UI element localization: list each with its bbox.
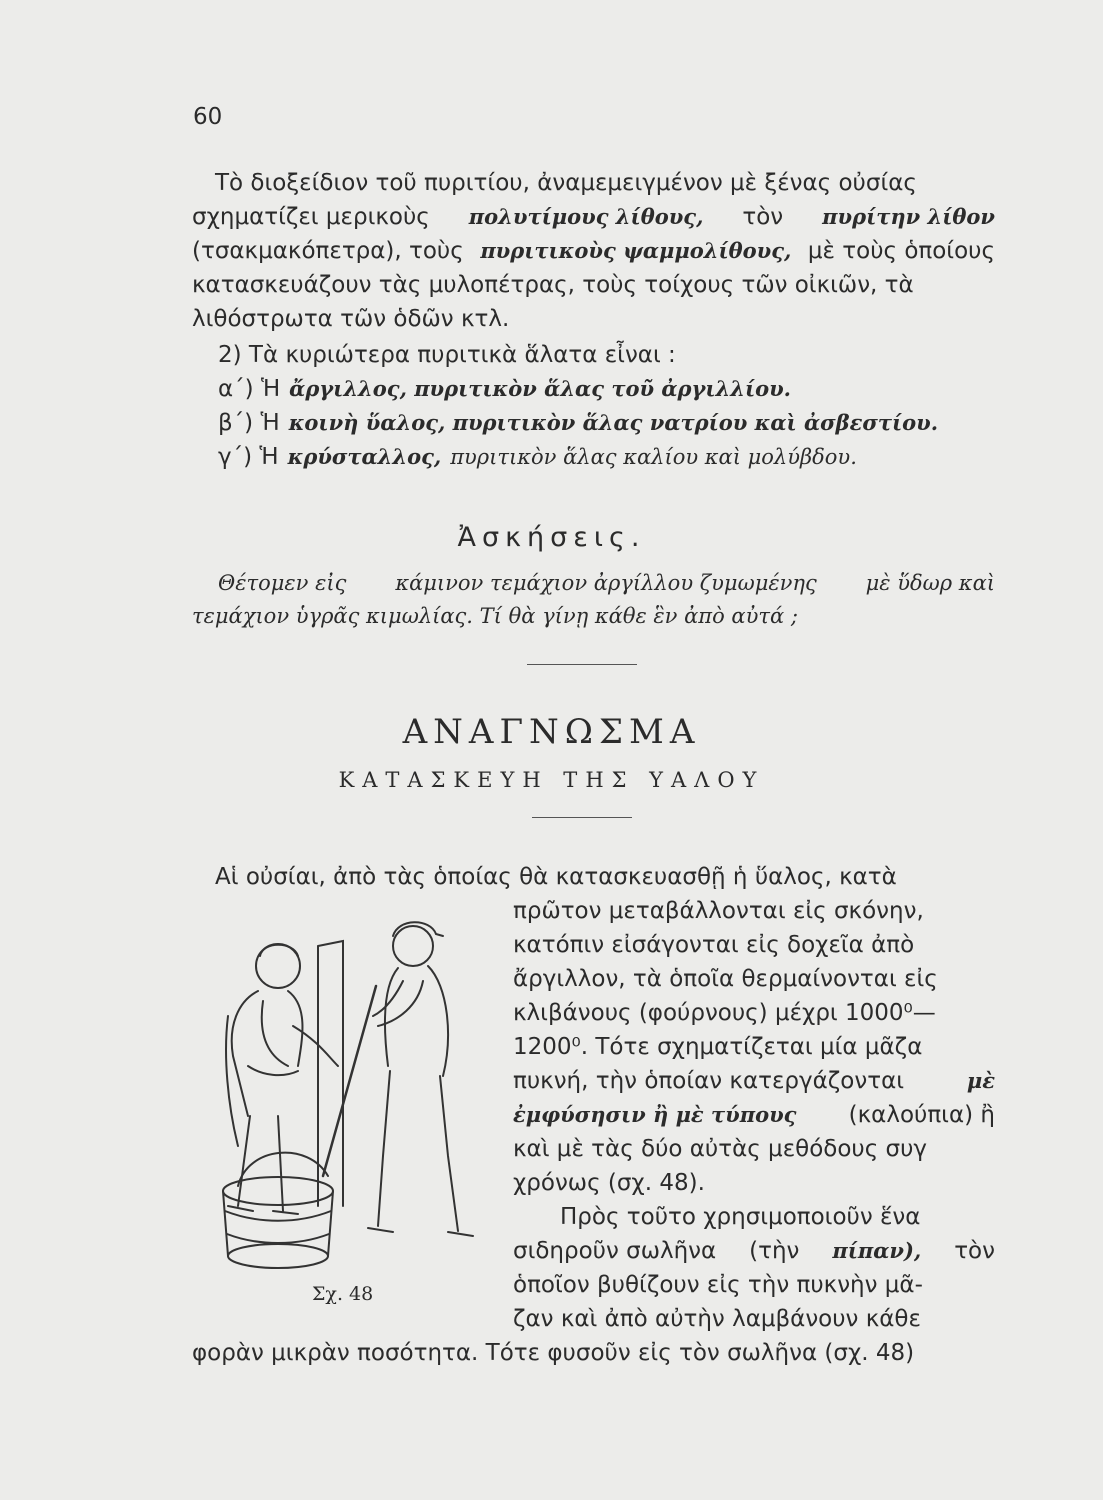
text: σχηματίζει μερικοὺς [192,204,430,230]
text-line [192,202,995,232]
emphasis-text: πυρίτην λίθον [822,204,995,229]
italic-text: πυριτικὸν ἅλας καλίου καὶ μολύβδου. [450,445,857,469]
text: ὁποῖον βυθίζουν εἰς τὴν πυκνὴν μᾶ- [513,1272,923,1298]
emphasis-text: πυριτικοὺς ψαμμολίθους, [480,238,792,263]
list-item [218,442,857,472]
emphasis-text: κρύσταλλος, [287,444,442,469]
list-intro [218,340,676,370]
section-divider [527,664,637,665]
text: λιθόστρωτα τῶν ὁδῶν κτλ. [192,306,510,332]
emphasis-text: πίπαν), [832,1238,922,1263]
text: πυκνή, τὴν ὁποίαν κατεργάζονται [513,1068,905,1094]
text: ζαν καὶ ἀπὸ αὐτὴν λαμβάνουν κάθε [513,1306,921,1332]
text: σιδηροῦν σωλῆνα [513,1238,717,1264]
text: πρῶτον μεταβάλλονται εἰς σκόνην, [513,898,924,924]
text: Τὸ διοξείδιον τοῦ πυριτίου, ἀναμεμειγμένον μὲ ξένας οὐσίας [215,170,917,196]
text: (τὴν [749,1238,800,1264]
item-label: β΄) Ἡ [218,410,280,436]
text-line [513,964,995,994]
blowpipe [323,986,376,1176]
reading-heading: ΑΝΑΓΝΩΣΜΑ [402,712,701,752]
text: Πρὸς τοῦτο χρησιμοποιοῦν ἕνα [560,1204,921,1230]
heading-underline [532,817,632,818]
left-man-legs [238,1116,283,1211]
page-number: 60 [193,104,223,130]
text: καὶ μὲ τὰς δύο αὐτὰς μεθόδους συγ [513,1136,928,1162]
text-line [215,862,995,892]
text-line [513,896,995,926]
text: φορὰν μικρὰν ποσότητα. Τότε φυσοῦν εἰς τὸν σωλῆνα (σχ. 48) [192,1340,915,1366]
text-line [513,1304,995,1334]
list-item [218,408,938,438]
left-man-belt [248,1066,298,1075]
text: χρόνως (σχ. 48). [513,1170,705,1196]
figure-caption: Σχ. 48 [312,1283,374,1305]
text: 2) Τὰ κυριώτερα πυριτικὰ ἅλατα εἶναι : [218,342,676,368]
text: 1200⁰. Τότε σχηματίζεται μία μᾶζα [513,1034,923,1060]
text-line [513,998,995,1028]
emphasis-text: ἐμφύσησιν ἢ μὲ τύπους [513,1102,797,1127]
text-line [513,1066,995,1096]
text: κατόπιν εἰσάγονται εἰς δοχεῖα ἀπὸ [513,932,915,958]
text-line [215,168,995,198]
emphasis-text: κοινὴ ὕαλος, πυριτικὸν ἅλας νατρίου καὶ ἀσβεστίου. [288,410,939,435]
text-line [192,1338,1002,1368]
right-man-cap [393,922,443,936]
item-label: γ΄) Ἡ [218,444,279,470]
text: τὸν [742,204,784,230]
right-man-head [393,926,433,966]
text-line [513,1168,705,1198]
text-line [560,1202,995,1232]
text: τὸν [954,1238,995,1264]
text: Αἱ οὐσίαι, ἀπὸ τὰς ὁποίας θὰ κατασκευασθῇ ἡ ὕαλος, κατὰ [215,864,897,890]
text: (καλούπια) ἢ [848,1102,995,1128]
exercises-heading: Ἀσκήσεις. [457,522,646,553]
emphasis-text: ἄργιλλος, πυριτικὸν ἅλας τοῦ ἀργιλλίου. [289,376,791,401]
text-line [513,1236,995,1266]
text-line [192,601,798,631]
item-label: α΄) Ἡ [218,376,281,402]
text: κλιβάνους (φούρνους) μέχρι 1000⁰— [513,1000,936,1026]
text: μὲ τοὺς ὁποίους [807,238,995,264]
text-line [218,568,995,598]
reading-subheading: ΚΑΤΑΣΚΕΥΗ ΤΗΣ ΥΑΛΟΥ [338,768,765,792]
list-item [218,374,791,404]
emphasis-text: πολυτίμους λίθους, [468,204,704,229]
italic-text: Θέτομεν εἰς [218,571,347,595]
italic-text: τεμάχιον ὑγρᾶς κιμωλίας. Τί θὰ γίνῃ κάθε ἓν ἀπὸ αὐτά ; [192,604,798,628]
left-man-torso [232,991,258,1116]
text-line [513,1134,995,1164]
text-line [192,236,995,266]
emphasis-text: μὲ [966,1068,995,1093]
right-man-torso [385,968,398,1066]
text-line [513,1100,995,1130]
text-line [192,304,509,334]
text-line [513,1270,995,1300]
text-line [513,1032,995,1062]
text: κατασκευάζουν τὰς μυλοπέτρας, τοὺς τοίχους τῶν οἰκιῶν, τὰ [192,272,914,298]
text: (τσακμακόπετρα), τοὺς [192,238,464,264]
italic-text: κάμινον τεμάχιον ἀργίλλου ζυμωμένης [395,571,817,595]
text: ἄργιλλον, τὰ ὁποῖα θερμαίνονται εἰς [513,966,938,992]
text-line [513,930,995,960]
italic-text: μὲ ὕδωρ καὶ [865,571,995,595]
text-line [192,270,995,300]
right-man-legs [378,1071,390,1226]
glassblowers-illustration [168,906,508,1278]
